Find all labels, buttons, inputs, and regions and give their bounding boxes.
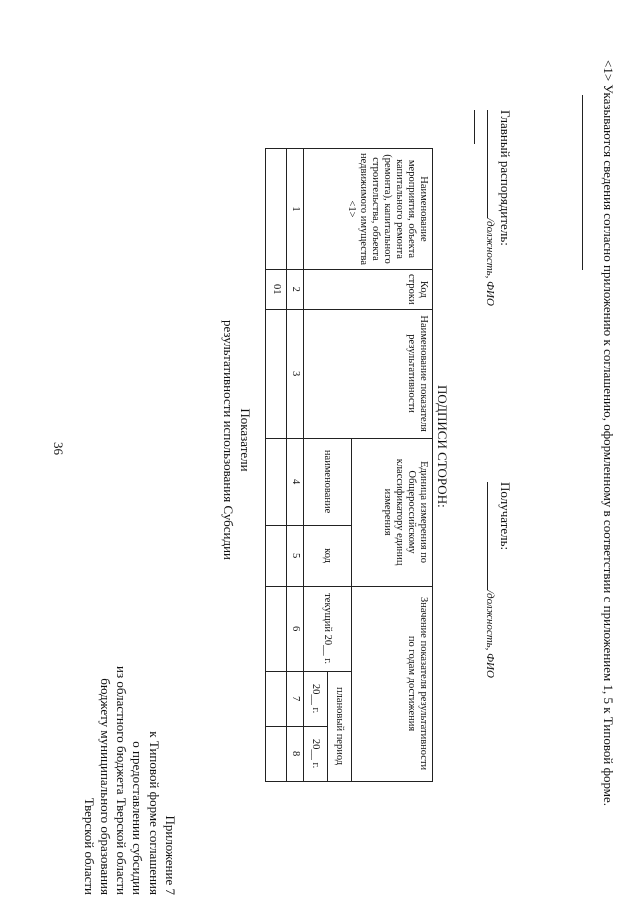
title-line-1: Показатели	[238, 408, 253, 472]
appendix-line: бюджету муниципального образования	[97, 678, 113, 895]
footnote-text: <1> Указываются сведения согласно приложению к соглашению, оформленному в соответствии с приложением 1, 5 к Типовой форме.	[601, 60, 616, 807]
page-number: 36	[51, 442, 66, 455]
header-row-1	[352, 149, 433, 782]
column-number: 5	[287, 525, 304, 586]
right-signature-text: Получатель:	[498, 482, 513, 551]
footnote	[600, 60, 616, 880]
column-number: 7	[287, 671, 304, 726]
column-number: 3	[287, 309, 304, 438]
header-unit-group: Единица измерения по Общероссийскому классификатору единиц измерения	[352, 438, 433, 586]
table-cell	[266, 525, 287, 586]
right-signature-line	[487, 482, 500, 590]
appendix-line: Приложение 7	[163, 815, 178, 895]
indicators-table	[265, 148, 433, 782]
header-plan-period: плановый период	[328, 671, 352, 781]
table-cell	[266, 671, 287, 726]
table-cell	[266, 149, 287, 270]
column-number: 1	[287, 149, 304, 270]
header-unit-name: наименование	[304, 438, 352, 525]
appendix-line: из областного бюджета Тверской области	[114, 666, 130, 895]
table-cell	[266, 438, 287, 525]
left-signature-caption: /должность, ФИО	[484, 218, 496, 306]
header-indicator-name: Наименование показателя результативности	[304, 309, 433, 438]
signatures-heading: ПОДПИСИ СТОРОН:	[435, 385, 450, 508]
column-number-row	[287, 149, 304, 782]
footnote-rule	[582, 95, 583, 270]
header-unit-code: код	[304, 525, 352, 586]
appendix-line: Тверской области	[81, 797, 97, 895]
header-plan-year-1: 20__ г.	[304, 671, 328, 726]
appendix-header	[80, 625, 178, 895]
right-signature-caption: /должность, ФИО	[484, 590, 496, 678]
header-plan-year-2: 20__ г.	[304, 726, 328, 781]
title-line-2: результативности использования Субсидии	[221, 319, 236, 561]
appendix-line: о предоставлении субсидии	[130, 741, 146, 895]
left-signature-block	[482, 110, 500, 306]
right-signature-block	[482, 482, 500, 678]
appendix-line: к Типовой форме соглашения	[146, 731, 162, 895]
left-signature-line	[487, 110, 500, 218]
column-number: 8	[287, 726, 304, 781]
table-cell	[266, 309, 287, 438]
left-signature-underline	[474, 110, 475, 144]
document-title	[220, 290, 254, 590]
table-cell	[266, 586, 287, 671]
header-row-code: Код строки	[304, 270, 433, 310]
column-number: 2	[287, 270, 304, 310]
header-object-name: Наименование мероприятия, объекта капитального ремонта (ремонта), капитального строительства, объекта недвижимого имущества <1>	[304, 149, 433, 270]
data-row	[266, 149, 287, 782]
left-signature-text: Главный распорядитель:	[498, 110, 513, 246]
table-cell	[266, 726, 287, 781]
row-code-cell: 01	[266, 270, 287, 310]
header-current-year: текущий 20__ г.	[304, 586, 352, 671]
header-values-group: Значение показателя результативности по годам достижения	[352, 586, 433, 781]
column-number: 6	[287, 586, 304, 671]
column-number: 4	[287, 438, 304, 525]
